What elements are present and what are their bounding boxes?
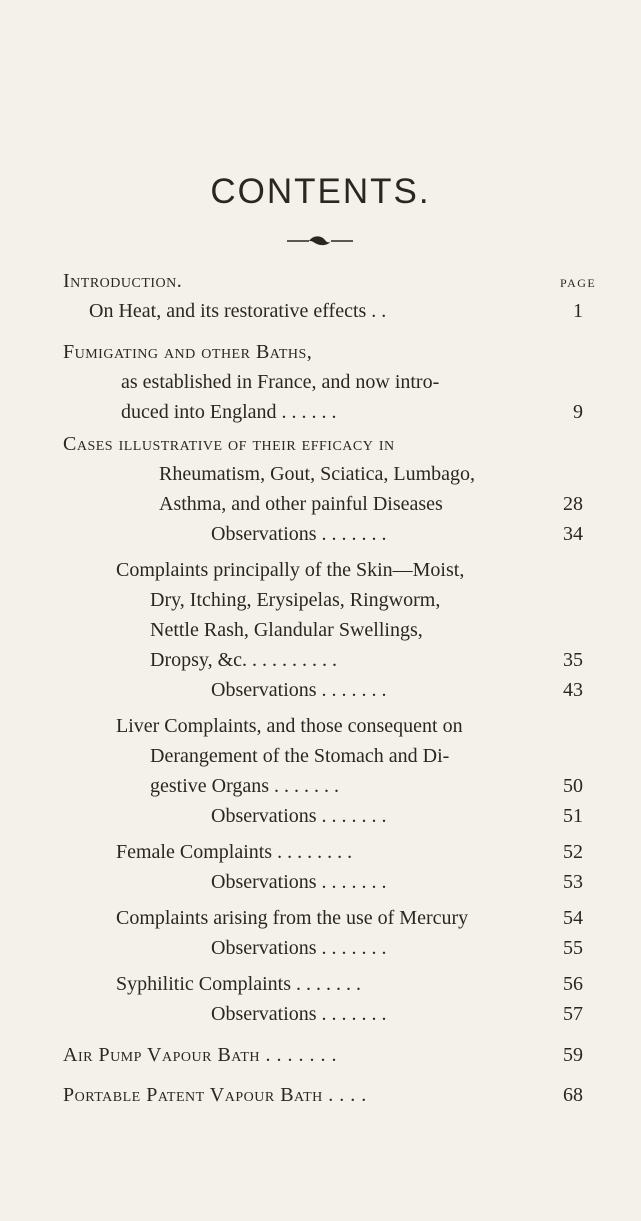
toc-entry: Observations . . . . . . . [211, 1003, 387, 1025]
toc-page-number: 50 [563, 775, 583, 797]
page-title: CONTENTS. [210, 172, 431, 211]
toc-section-fumigating: Fumigating and other Baths, [63, 341, 313, 363]
ornament-divider [287, 234, 353, 248]
toc-entry: Derangement of the Stomach and Di- [150, 745, 450, 767]
toc-section-portable-bath: Portable Patent Vapour Bath . . . . [63, 1084, 367, 1106]
toc-page-number: 51 [563, 805, 583, 827]
toc-entry: as established in France, and now intro- [121, 371, 440, 393]
toc-page-number: 1 [573, 300, 583, 322]
page-column-label: PAGE [560, 276, 597, 290]
toc-entry: Observations . . . . . . . [211, 523, 387, 545]
toc-entry: Observations . . . . . . . [211, 805, 387, 827]
toc-page-number: 28 [563, 493, 583, 515]
toc-page-number: 34 [563, 523, 583, 545]
toc-section-air-pump: Air Pump Vapour Bath . . . . . . . [63, 1044, 338, 1066]
toc-entry: Asthma, and other painful Diseases [159, 493, 443, 515]
toc-section-cases: Cases illustrative of their efficacy in [63, 433, 395, 455]
toc-page-number: 54 [563, 907, 583, 929]
toc-entry: Liver Complaints, and those consequent on [116, 715, 463, 737]
toc-entry: Observations . . . . . . . [211, 871, 387, 893]
toc-entry: Observations . . . . . . . [211, 679, 387, 701]
toc-page-number: 55 [563, 937, 583, 959]
toc-page-number: 57 [563, 1003, 583, 1025]
toc-page-number: 59 [563, 1044, 583, 1066]
toc-page-number: 53 [563, 871, 583, 893]
toc-entry: Syphilitic Complaints . . . . . . . [116, 973, 362, 995]
toc-entry: Dry, Itching, Erysipelas, Ringworm, [150, 589, 441, 611]
toc-entry: Complaints arising from the use of Mercury [116, 907, 469, 929]
toc-entry: Rheumatism, Gout, Sciatica, Lumbago, [159, 463, 476, 485]
toc-entry: Complaints principally of the Skin—Moist, [116, 559, 465, 581]
toc-entry: gestive Organs . . . . . . . [150, 775, 340, 797]
toc-page-number: 35 [563, 649, 583, 671]
toc-page-number: 56 [563, 973, 583, 995]
toc-page-number: 52 [563, 841, 583, 863]
toc-entry: duced into England . . . . . . [121, 401, 337, 423]
toc-page-number: 43 [563, 679, 583, 701]
toc-page-number: 9 [573, 401, 583, 423]
toc-section-introduction: Introduction. [63, 270, 183, 292]
toc-entry: On Heat, and its restorative effects . . [89, 300, 387, 322]
toc-page-number: 68 [563, 1084, 583, 1106]
toc-entry: Observations . . . . . . . [211, 937, 387, 959]
toc-entry: Female Complaints . . . . . . . . [116, 841, 353, 863]
toc-entry: Nettle Rash, Glandular Swellings, [150, 619, 423, 641]
toc-entry: Dropsy, &c. . . . . . . . . . [150, 649, 338, 671]
